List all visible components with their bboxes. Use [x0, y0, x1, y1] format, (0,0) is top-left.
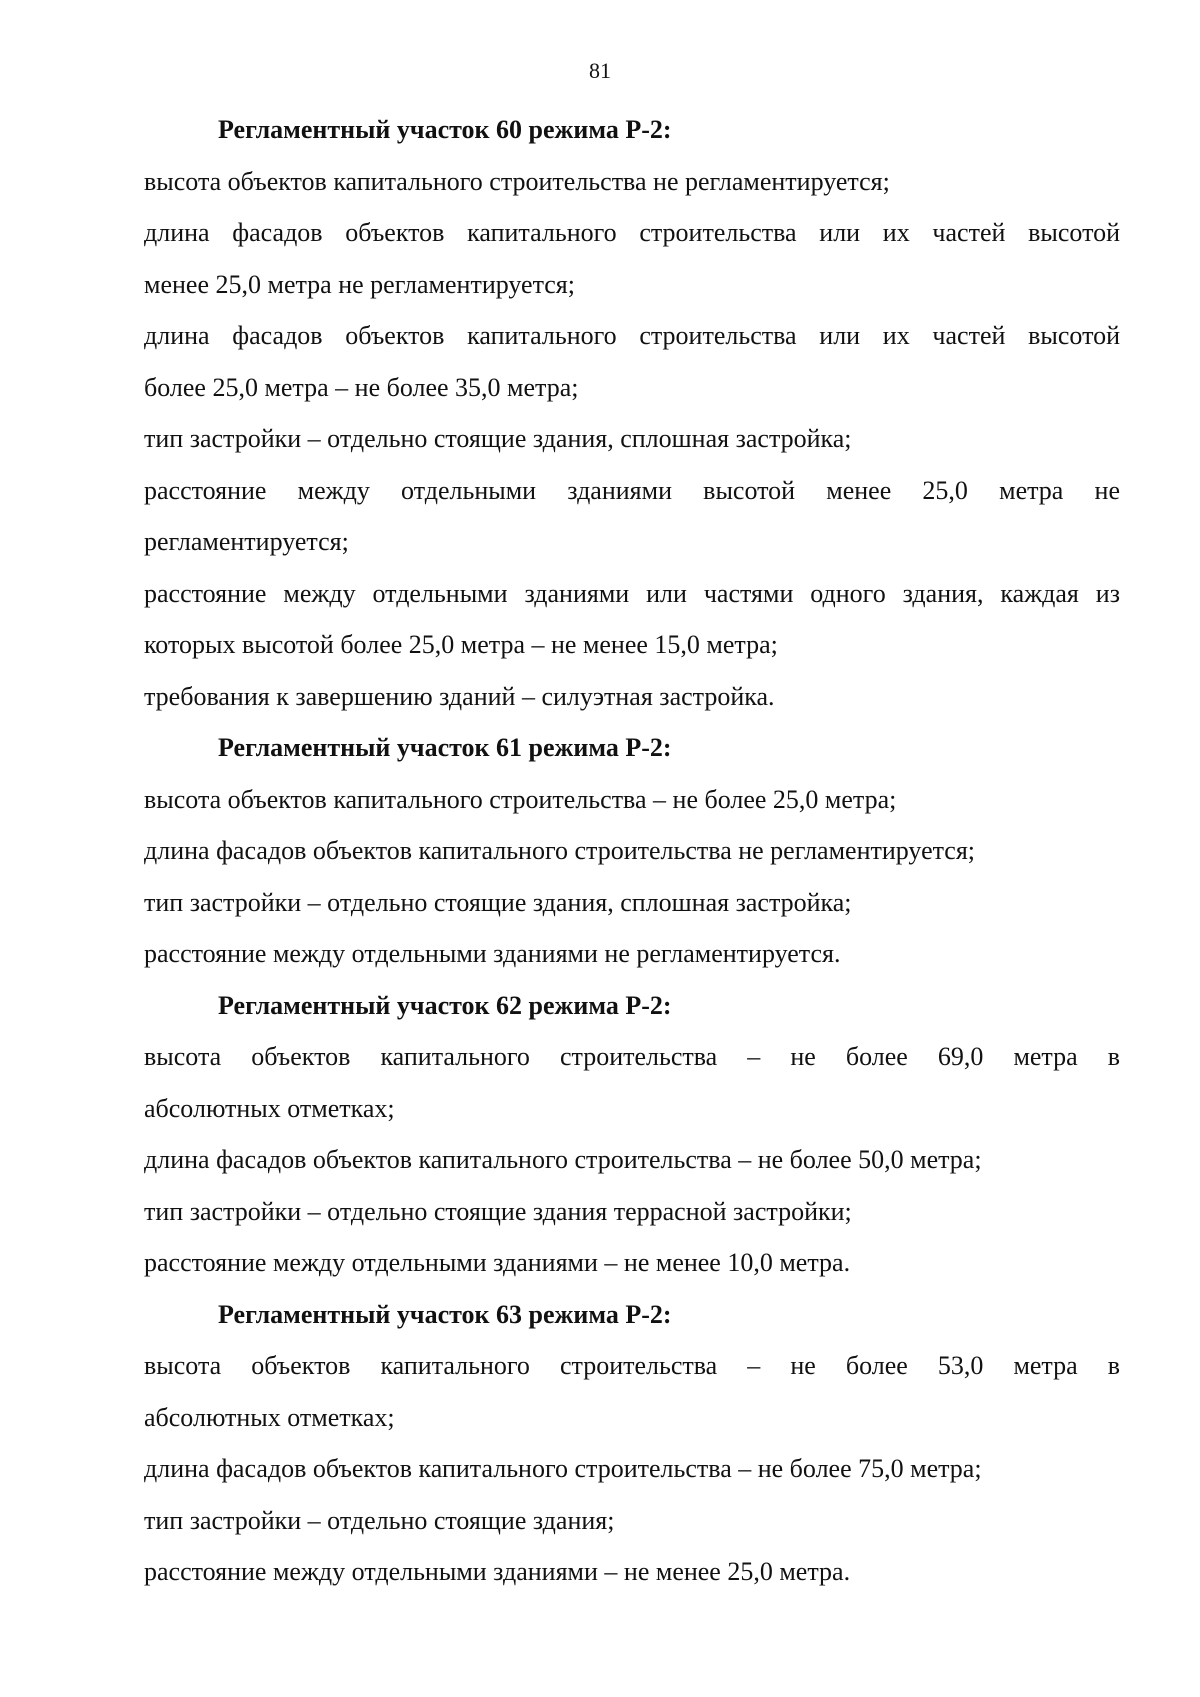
paragraph-line: тип застройки – отдельно стоящие здания, сплошная застройка; [144, 424, 852, 453]
paragraph-line: требования к завершению зданий – силуэтная застройка. [144, 681, 775, 711]
section-regulation-area [144, 722, 1120, 980]
paragraph-line: расстояние между отдельными зданиями не регламентируется. [144, 939, 841, 968]
paragraph-line: высота объектов капитального строительства – не более 53,0 метра в [144, 1351, 1120, 1380]
section-regulation-area [144, 980, 1120, 1289]
section-title: Регламентный участок 62 режима Р-2: [218, 990, 672, 1020]
section-title: Регламентный участок 63 режима Р-2: [218, 1299, 672, 1329]
section-regulation-area [144, 1289, 1120, 1598]
document-body [144, 104, 1120, 1598]
paragraph-line: абсолютных отметках; [144, 1093, 395, 1123]
paragraph-line: высота объектов капитального строительства – не более 25,0 метра; [144, 784, 897, 814]
paragraph-line: расстояние между отдельными зданиями высотой менее 25,0 метра не [144, 475, 1120, 505]
paragraph-line: высота объектов капитального строительства не регламентируется; [144, 166, 890, 196]
paragraph-line: длина фасадов объектов капитального строительства – не более 50,0 метра; [144, 1145, 982, 1174]
section-title: Регламентный участок 60 режима Р-2: [218, 115, 672, 144]
paragraph-line: менее 25,0 метра не регламентируется; [144, 269, 575, 299]
paragraph-line: длина фасадов объектов капитального строительства не регламентируется; [144, 836, 976, 865]
paragraph-line: расстояние между отдельными зданиями или частями одного здания, каждая из [144, 578, 1120, 608]
paragraph-line: регламентируется; [144, 527, 349, 556]
paragraph-line: длина фасадов объектов капитального строительства или их частей высотой [144, 321, 1120, 350]
paragraph-line: тип застройки – отдельно стоящие здания; [144, 1505, 615, 1535]
paragraph-line: высота объектов капитального строительства – не более 69,0 метра в [144, 1042, 1120, 1071]
page-number: 81 [589, 58, 611, 83]
paragraph-line: длина фасадов объектов капитального строительства или их частей высотой [144, 218, 1120, 247]
paragraph-line: тип застройки – отдельно стоящие здания террасной застройки; [144, 1196, 852, 1226]
paragraph-line: которых высотой более 25,0 метра – не менее 15,0 метра; [144, 630, 778, 659]
paragraph-line: более 25,0 метра – не более 35,0 метра; [144, 372, 579, 402]
paragraph-line: абсолютных отметках; [144, 1402, 395, 1432]
paragraph-line: тип застройки – отдельно стоящие здания, сплошная застройка; [144, 887, 852, 917]
paragraph-line: длина фасадов объектов капитального строительства – не более 75,0 метра; [144, 1454, 982, 1483]
paragraph-line: расстояние между отдельными зданиями – не менее 10,0 метра. [144, 1248, 851, 1277]
section-title: Регламентный участок 61 режима Р-2: [218, 733, 672, 762]
section-regulation-area [144, 104, 1120, 722]
paragraph-line: расстояние между отдельными зданиями – не менее 25,0 метра. [144, 1557, 851, 1586]
